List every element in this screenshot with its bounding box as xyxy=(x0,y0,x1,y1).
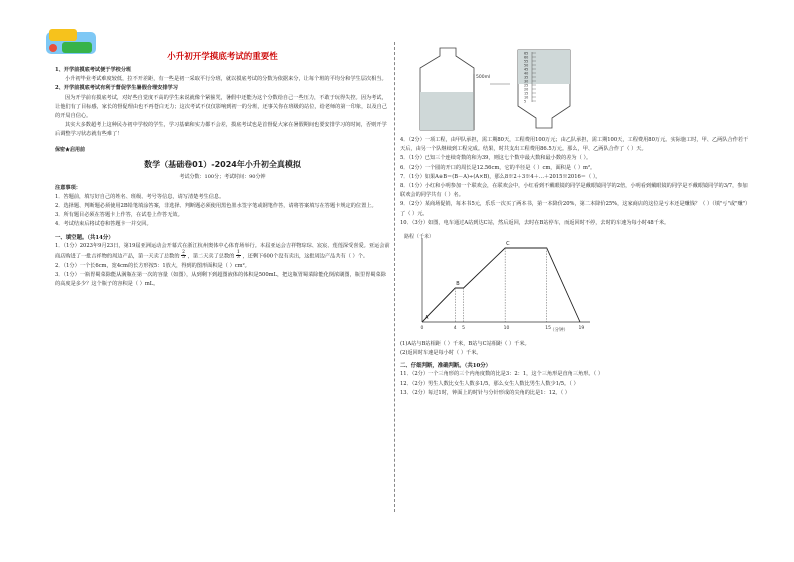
question-11: 11．（2分）一个三角形的三个内角度数的比是3：2：1，这个三角形是直角三角形。（ ） xyxy=(400,371,604,378)
intro-heading-1: 1、开学前摸底考试便于学校分班 xyxy=(55,67,132,73)
exam-subtitle: 考试分数：100分；考试时间：90分钟 xyxy=(179,173,266,180)
bottle-right xyxy=(518,50,570,128)
bottle-tick-label: 45 xyxy=(524,67,529,72)
left-column xyxy=(55,40,390,289)
bottle-figures xyxy=(400,40,750,136)
intro-paragraph-2: 因为开学前有摸底考试，对好些自觉度不高的学生来说就像个紧箍咒，暑假中还能为这个分数给自己一些压力，不敢于玩得失控。因为考试，让他们有了目标感，家长的督促理由也不再苍白无力；这次考试不仅仅影响到初一的分班，还事关你在班级的站位，给老师的第一印象，以及自己的开局自信心。 xyxy=(55,94,388,120)
fraction-one-third xyxy=(236,251,241,261)
bottle-tick-label: 40 xyxy=(524,71,529,76)
question-1 xyxy=(55,242,390,262)
section-fill-blank: 一、填空题。（共14分） xyxy=(55,234,114,241)
question-1-part-a: 1．（1分）2023年9月23日，第19届亚洲运动会开幕式在浙江杭州奥体中心体育场举行。本届亚运会吉祥物琮琮、宸宸、莲莲深受喜爱。亚运会前商店购进了一批吉祥物的周边产品，第一天卖了总数的 xyxy=(55,242,390,260)
page-title: 小升初开学摸底考试的重要性 xyxy=(167,52,278,62)
question-8: 8．（1分）小红和小明参加一个联欢会，在联欢会中，小红看到不戴眼镜的同学是戴眼镜同学的2倍，小明看到戴眼镜的同学是不戴眼镜同学的3/7，参加联欢会的同学共有（ ）名。 xyxy=(400,183,748,199)
point-label: B xyxy=(456,281,460,288)
bottle-left xyxy=(420,48,490,130)
exam-title: 数学（基础卷01）-2024年小升初全真模拟 xyxy=(144,159,301,169)
note-item: 4．考试结束后将试卷和答题卡一并交回。 xyxy=(55,221,152,228)
bottle-tick-label: 50 xyxy=(524,63,529,68)
bottle-tick-label: 35 xyxy=(524,75,529,80)
x-tick-label: 0 xyxy=(420,326,424,332)
point-label: C xyxy=(506,241,510,248)
distance-time-chart xyxy=(400,230,750,340)
x-tick-label: 10 xyxy=(503,326,510,332)
x-axis-label: （分钟） xyxy=(550,328,568,334)
question-1-part-c: ，还剩下600个没有卖出，这批周边产品共有（ ）个。 xyxy=(242,253,369,260)
intro-heading-2: 2、开学前摸底考试有利于督促学生暑假合理安排学习 xyxy=(55,85,178,92)
fraction-numerator: 1 xyxy=(236,249,240,255)
bottle-tick-label: 65 xyxy=(524,51,529,56)
question-4: 4．（2分）一项工程，由甲队承担，需工期80天，工程费用100万元；由乙队承担，需工期100天，工程费用80万元。实际施工时，甲、乙两队合作若干天后，由另一个队继续到工程完成。结果，时共支出工程费用86.5万元。那么，甲、乙两队合作了（ ）天。 xyxy=(400,137,749,153)
bottle-left-label: 500ml xyxy=(476,75,491,80)
question-6: 6．（2分）一个圆的开口的周长是12.56cm，它的半径是（ ）cm，面积是（ ）m²。 xyxy=(400,164,596,171)
fraction-two-fifths xyxy=(181,251,186,261)
question-7: 7．（1分）如果A※B＝(B－A)÷(A×B)，那么8※2＋3※4＋…＋2015※2016＝（ ）。 xyxy=(400,173,601,180)
question-10: 10．（3分）如图，电车通过A站到达C站，然后返回，去时在B站停车，而返回时不停，去时的车速为每小时48千米。 xyxy=(400,219,670,226)
note-item: 1．答题前，填写好自己的姓名、班级、考号等信息，请写清楚考生信息。 xyxy=(55,193,225,200)
chart-svg xyxy=(400,230,600,334)
question-12: 12．（2分）男生人数比女生人数多1/5，那么女生人数比男生人数少1/5。（ ） xyxy=(400,380,579,387)
question-10-part-2: (2)返回时车速是每小时（ ）千米。 xyxy=(400,350,482,357)
question-1-part-b: ，第二天卖了总数的 xyxy=(187,253,235,260)
question-13: 13．（2分）每过1时，钟面上的时针与分针形成的尖角的比是1：12。（ ） xyxy=(400,389,570,396)
question-5: 5．（1分）已知三个连续奇数的和为39，则这七个数中最大数和最小数的差为（ ）。 xyxy=(400,155,592,162)
fraction-numerator: 2 xyxy=(182,249,185,255)
notes-title: 注意事项： xyxy=(55,184,81,191)
chart-marks xyxy=(420,241,585,334)
bottle-figure-svg xyxy=(400,40,750,136)
bottle-tick-label: 60 xyxy=(524,55,529,60)
section-judge: 二、仔细判断，准确判断。（共10分） xyxy=(400,363,492,370)
question-3: 3．（1分）一瓶胃蜀菜除能从满瓶在第一次的容量（如图），从到剩下到超图液体的体积是500mL，把这瓶胃蜀菜除能化倒浓刷图，瓶里胃蜀菜除的高度是多少？这个瓶子的容积是（ ）mL。 xyxy=(55,271,386,288)
question-10-part-1: (1)A站与B站相距（ ）千米，B站与C站相距（ ）千米。 xyxy=(400,341,530,348)
question-9: 9．（2分）某商场促销，每本书5元，乐乐一次买了两本书，第一本降价20%，第二本降价25%，这家商店的这位是亏本还是赚钱？（ ）（填"亏"或"赚"）了（ ）元。 xyxy=(400,201,748,217)
intro-paragraph-3: 其实大多数超考上这种民办初中学校的学生，学习基础和实力都不会差，摸底考试也是首督促大家在暑假期间也要安排学习的时间，否则开学后调整学习状态就有些难了！ xyxy=(55,122,387,138)
note-item: 2．选择题、判断题必须使用2B铅笔填涂答案，非选择、判断题必须使用黑色墨水签字笔或钢笔作答，请将答案填写在答题卡规定的位置上。 xyxy=(55,203,377,210)
intro-paragraph-1: 小升初毕业考试难度较低，拉不开差距，有一些是初一采取平行分班，就以摸底考试的分数为依据来分，让每个班的平均分和学生层次相当。 xyxy=(65,76,387,83)
x-tick-label: 4 xyxy=(453,326,457,332)
journey-line xyxy=(422,248,580,322)
bottle-tick-label: 10 xyxy=(524,95,529,100)
point-label: A xyxy=(425,315,429,322)
question-2: 2．（1分）一个长6cm，宽4cm的长方形按5：1放大，得到的图形面积是（ ）cm²。 xyxy=(55,262,250,269)
bottle-tick-label: 15 xyxy=(524,91,529,96)
bottle-tick-label: 20 xyxy=(524,87,529,92)
bottle-tick-label: 30 xyxy=(524,79,529,84)
fraction-denominator: 5 xyxy=(182,255,185,261)
bottle-tick-label: 25 xyxy=(524,83,529,88)
right-column xyxy=(400,40,750,398)
x-tick-label: 19 xyxy=(578,326,585,332)
fraction-denominator: 3 xyxy=(236,255,240,261)
y-axis-label: 路程（千米） xyxy=(404,234,435,241)
bottle-tick-label: 5 xyxy=(524,99,527,104)
note-item: 3．所有题目必须在答题卡上作答，在试卷上作答无效。 xyxy=(55,212,183,219)
x-tick-label: 5 xyxy=(462,326,465,332)
bottle-tick-label: 55 xyxy=(524,59,529,64)
x-tick-label: 15 xyxy=(545,326,551,332)
secret-label: 保密★启用前 xyxy=(55,146,86,153)
column-divider xyxy=(394,42,395,512)
